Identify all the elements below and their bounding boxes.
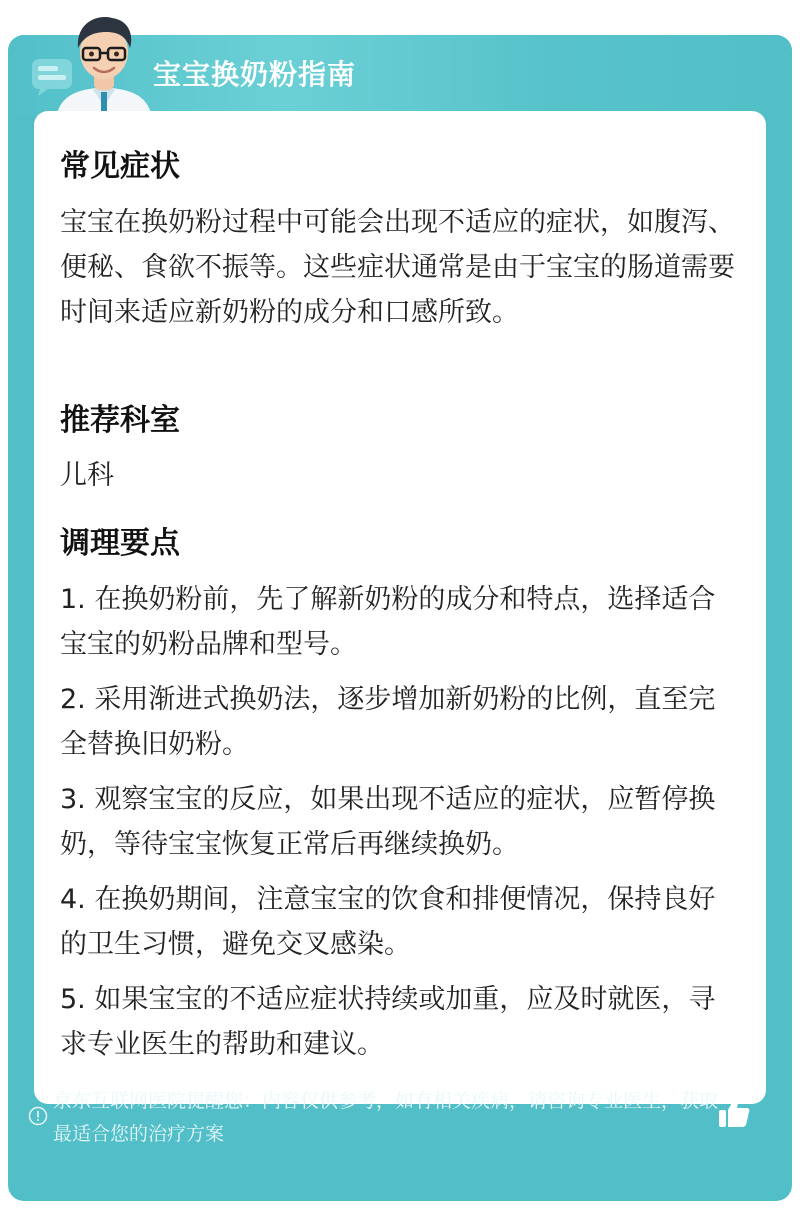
department-text: 儿科 — [60, 460, 114, 491]
care-point-2: 2. 采用渐进式换奶法，逐步增加新奶粉的比例，直至完全替换旧奶粉。 — [60, 684, 716, 760]
page-title: 宝宝换奶粉指南 — [153, 58, 357, 91]
section-title-department: 推荐科室 — [60, 403, 180, 438]
guide-panel — [8, 35, 792, 1201]
symptoms-text: 宝宝在换奶粉过程中可能会出现不适应的症状，如腹泻、便秘、食欲不振等。这些症状通常是由于宝宝的肠道需要时间来适应新奶粉的成分和口感所致。 — [60, 207, 735, 328]
info-icon — [28, 1106, 48, 1126]
section-title-care-points: 调理要点 — [60, 526, 180, 561]
care-point-1: 1. 在换奶粉前，先了解新奶粉的成分和特点，选择适合宝宝的奶粉品牌和型号。 — [60, 584, 716, 660]
care-point-5: 5. 如果宝宝的不适应症状持续或加重，应及时就医，寻求专业医生的帮助和建议。 — [60, 984, 716, 1060]
care-point-4: 4. 在换奶期间，注意宝宝的饮食和排便情况，保持良好的卫生习惯，避免交叉感染。 — [60, 884, 716, 960]
content-card — [34, 111, 766, 1104]
thumbs-up-icon[interactable] — [716, 1095, 752, 1131]
doctor-avatar — [48, 8, 160, 120]
disclaimer-text: 京东互联网医院提醒您：内容仅供参考，如有相关疾病，请咨询专业医生，获取最适合您的治疗方案 — [53, 1090, 719, 1145]
section-title-symptoms: 常见症状 — [60, 149, 180, 184]
care-point-3: 3. 观察宝宝的反应，如果出现不适应的症状，应暂停换奶，等待宝宝恢复正常后再继续换奶。 — [60, 784, 716, 860]
